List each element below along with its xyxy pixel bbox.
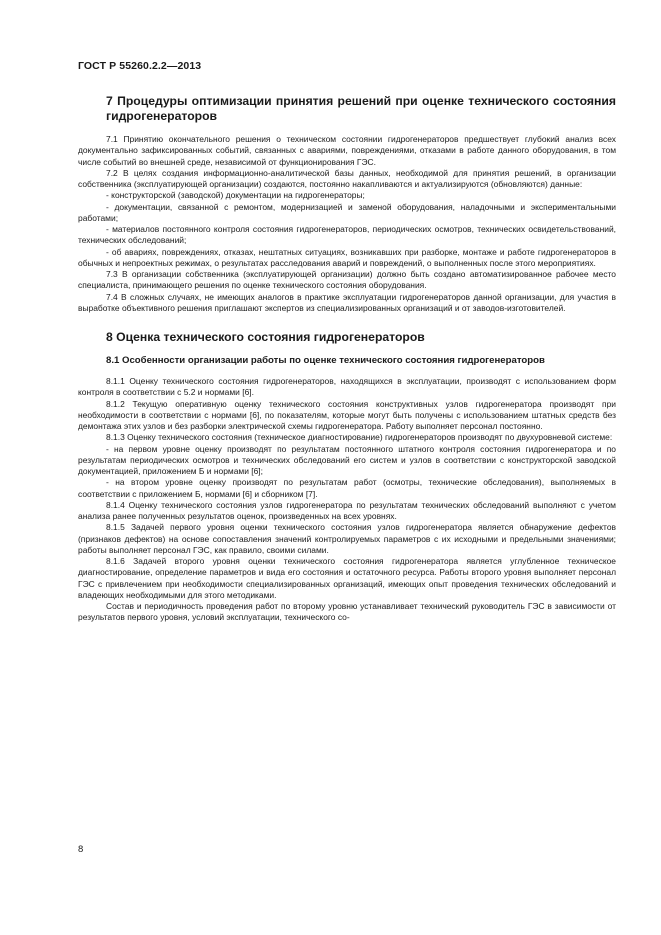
section-8-body (78, 376, 616, 624)
paragraph-7-2: 7.2 В целях создания информационно-аналитической базы данных, необходимой для принятия решений, в организации собственника (эксплуатирующей организации) создаются, постоянно накапливаются и актуализируются (обновляются) данные: (78, 167, 616, 189)
paragraph-7-3: 7.3 В организации собственника (эксплуатирующей организации) должно быть создано автоматизированное рабочее место специалиста, принимающего решения по оценке технического состояния оборудования. (78, 269, 616, 291)
subsection-8-1-title: 8.1 Особенности организации работы по оценке технического состояния гидрогенераторов (106, 355, 545, 366)
section-7-title: 7 Процедуры оптимизации принятия решений при оценке технического состояния гидрогенераторов (106, 94, 616, 123)
standard-designation: ГОСТ Р 55260.2.2—2013 (78, 60, 202, 72)
paragraph-8-1-3: 8.1.3 Оценку технического состояния (техническое диагностирование) гидрогенераторов производят по двухуровневой системе: (106, 432, 613, 443)
section-8-title: 8 Оценка технического состояния гидрогенераторов (106, 330, 425, 344)
list-item: - материалов постоянного контроля состояния гидрогенераторов, периодических осмотров, технических освидетельствований, технических обследований; (78, 224, 616, 246)
list-item: - об авариях, повреждениях, отказах, нештатных ситуациях, возникавших при разборке, монтаже и работе гидрогенераторов в обычных и непроектных режимах, о результатах расследования аварий и повреждений, о выполненных после этого мероприятиях. (78, 246, 616, 268)
paragraph-7-1: 7.1 Принятию окончательного решения о техническом состоянии гидрогенераторов предшествует глубокий анализ всех документально зафиксированных событий, связанных с авариями, повреждениями, отказами в работе данного оборудования, в том числе событий во внешней среде, независимой от функционирования ГЭС. (78, 134, 616, 167)
page-number: 8 (78, 844, 84, 855)
list-item: - на втором уровне оценку производят по результатам работ (осмотры, технические обследования), выполняемых в соответствии с приложением Б, нормами [6] и сборником [7]. (78, 477, 616, 499)
paragraph-8-1-6: 8.1.6 Задачей второго уровня оценки технического состояния гидрогенератора является углубленное техническое диагностирование, определение параметров и вида его состояния и остаточного ресурса. Работы второго уровня выполняет персонал ГЭС с привлечением при необходимости специализированных организаций, имеющих опыт проведения технических обследований и владеющих необходимыми для этого методиками. (78, 556, 616, 600)
list-item: - на первом уровне оценку производят по результатам постоянного штатного контроля состояния гидрогенератора и по результатам периодических осмотров и технических обследований его систем и узлов в соответствии с конструкторской заводской документацией, приложением Б и нормами [6]; (78, 443, 616, 476)
paragraph-8-1-1: 8.1.1 Оценку технического состояния гидрогенераторов, находящихся в эксплуатации, производят с использованием форм контроля в соответствии с 5.2 и нормами [6]. (78, 376, 616, 398)
paragraph-continued: Состав и периодичность проведения работ по второму уровню устанавливает технический руководитель ГЭС в зависимости от результатов первого уровня, условий эксплуатации, технического со- (78, 601, 616, 623)
paragraph-8-1-5: 8.1.5 Задачей первого уровня оценки технического состояния узлов гидрогенератора является обнаружение дефектов (признаков дефектов) на основе сопоставления значений контролируемых параметров с их исходными и предельными значениями; работы выполняет персонал ГЭС, как правило, своими силами. (78, 522, 616, 555)
list-item: - документации, связанной с ремонтом, модернизацией и заменой оборудования, наладочными и экспериментальными работами; (78, 201, 616, 223)
paragraph-8-1-4: 8.1.4 Оценку технического состояния узлов гидрогенератора по результатам технических обследований выполняют с учетом анализа ранее полученных результатов оценок, произведенных на всех уровнях. (78, 499, 616, 521)
paragraph-7-4: 7.4 В сложных случаях, не имеющих аналогов в практике эксплуатации гидрогенераторов данной организации, для участия в выработке объективного решения приглашают экспертов из специализированных организаций и от заводов-изготовителей. (78, 291, 616, 313)
list-item: - конструкторской (заводской) документации на гидрогенераторы; (106, 190, 365, 201)
page-content (78, 94, 616, 624)
section-7-body (78, 134, 616, 314)
paragraph-8-1-2: 8.1.2 Текущую оперативную оценку технического состояния конструктивных узлов гидрогенератора производят при необходимости в соответствии с нормами [6], по показателям, которые могут быть получены с использованием штатных средств без демонтажа этих узлов и без разборки электрической схемы гидрогенератора. Работу выполняет персонал постоянно. (78, 398, 616, 431)
